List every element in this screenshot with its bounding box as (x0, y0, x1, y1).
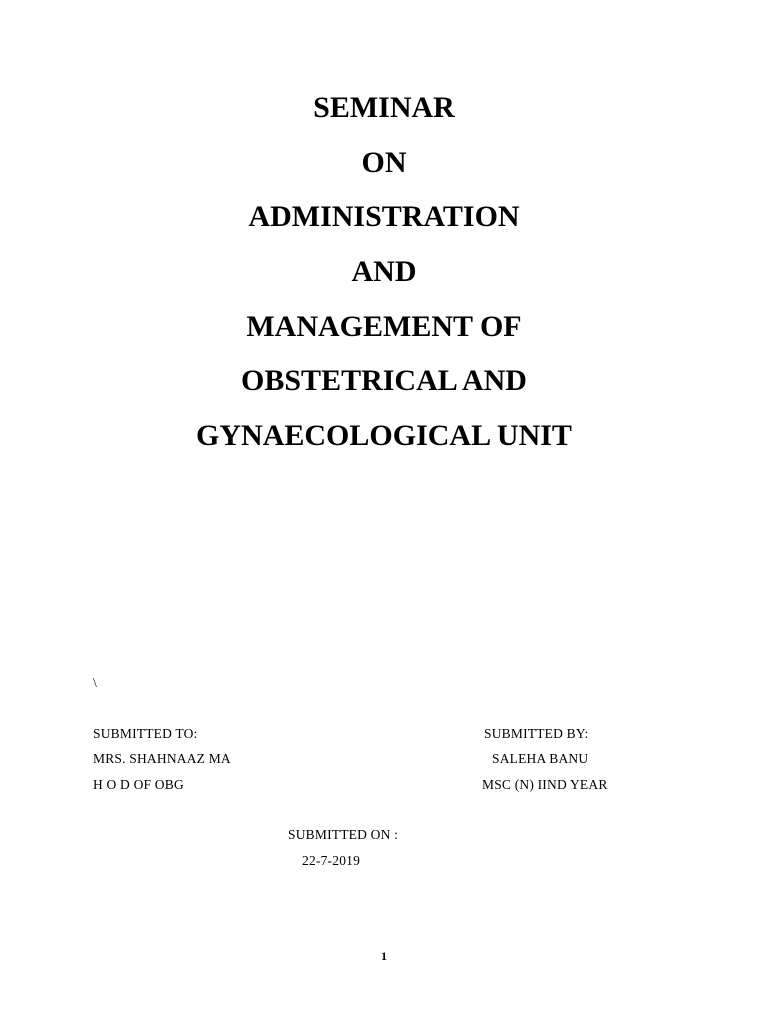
title-line-6: OBSTETRICAL AND (241, 364, 527, 397)
submitted-to-label: SUBMITTED TO: (93, 726, 198, 741)
page-number: 1 (381, 949, 387, 963)
title-line-1: SEMINAR (313, 91, 455, 124)
title-line-5: MANAGEMENT OF (246, 310, 522, 343)
submitted-on-date: 22-7-2019 (302, 853, 361, 868)
title-line-4: AND (351, 255, 417, 288)
submitted-by-designation: MSC (N) IIND YEAR (482, 777, 608, 792)
submitted-to-name: MRS. SHAHNAAZ MA (93, 751, 231, 766)
submitted-to-designation: H O D OF OBG (93, 777, 184, 792)
submitted-by-name: SALEHA BANU (492, 751, 589, 766)
submitted-on-label: SUBMITTED ON : (288, 827, 399, 842)
title-line-3: ADMINISTRATION (248, 200, 520, 233)
submitted-by-label: SUBMITTED BY: (484, 726, 589, 741)
title-line-7: GYNAECOLOGICAL UNIT (196, 419, 572, 452)
title-line-2: ON (361, 146, 407, 179)
stray-mark: \ (93, 675, 97, 690)
